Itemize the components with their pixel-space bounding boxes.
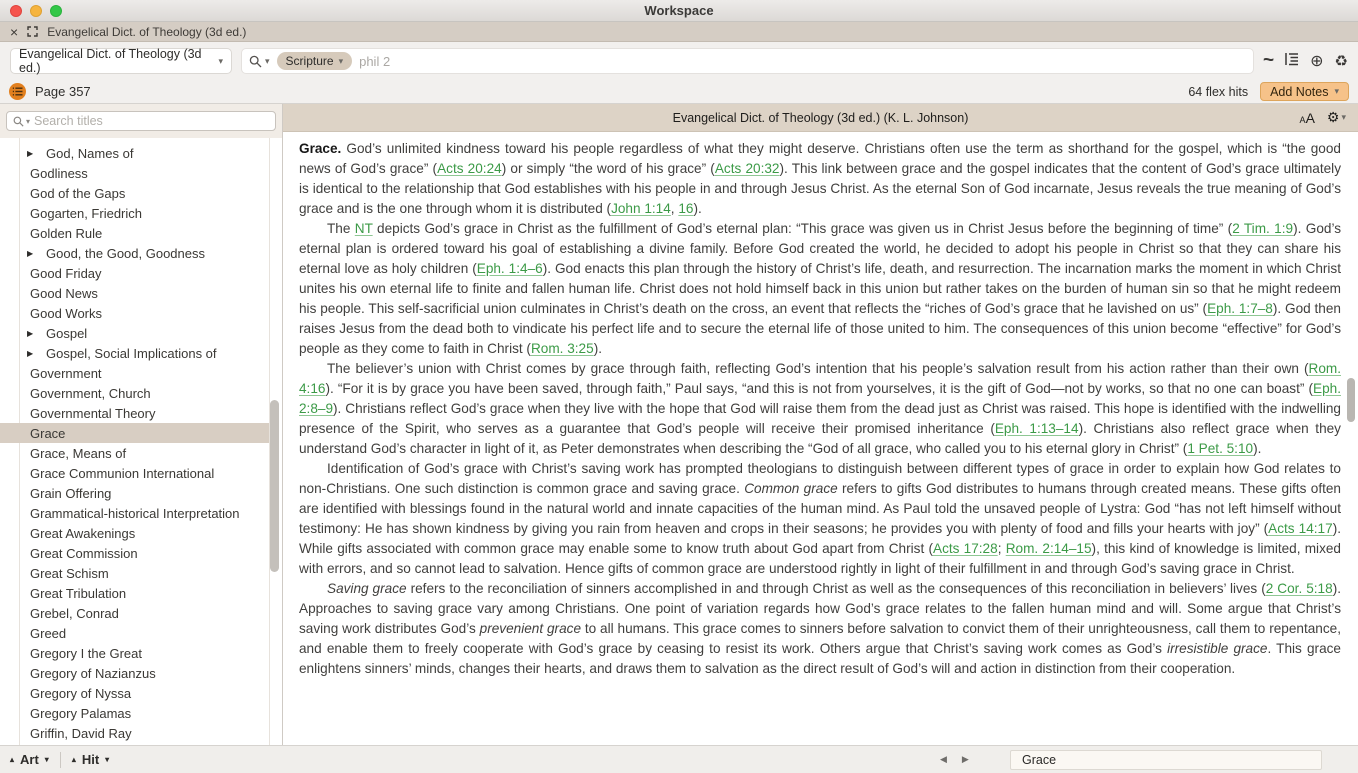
- sidebar-item-label: Grebel, Conrad: [30, 605, 119, 621]
- step-up-icon[interactable]: ▴: [10, 755, 15, 764]
- sidebar-item[interactable]: [0, 523, 269, 543]
- history-navigation: [940, 754, 969, 765]
- expand-arrow-icon[interactable]: ▶: [27, 348, 34, 358]
- resource-title: Evangelical Dict. of Theology (3d ed.) (K. L. Johnson): [672, 110, 969, 125]
- sidebar-search-input[interactable]: [6, 111, 276, 131]
- search-icon: [13, 116, 24, 127]
- search-bar[interactable]: [241, 48, 1254, 74]
- sidebar-item-label: Government: [30, 365, 102, 381]
- sidebar-search-placeholder: Search titles: [34, 114, 103, 128]
- article-text: Common grace: [744, 481, 838, 496]
- sidebar-item[interactable]: [0, 243, 269, 263]
- sidebar-item[interactable]: [0, 683, 269, 703]
- sidebar-item-label: Gogarten, Friedrich: [30, 205, 142, 221]
- tab-title[interactable]: Evangelical Dict. of Theology (3d ed.): [47, 24, 247, 39]
- step-down-icon[interactable]: ▾: [44, 755, 49, 764]
- sidebar-item-label: Gregory I the Great: [30, 645, 142, 661]
- scripture-ref-link[interactable]: Rom. 4:16: [299, 361, 1341, 396]
- scripture-ref-link[interactable]: John 1:14: [611, 201, 671, 216]
- step-up-icon[interactable]: ▴: [71, 755, 76, 764]
- sidebar-item[interactable]: [0, 283, 269, 303]
- article-paragraph: [299, 359, 1341, 459]
- scripture-ref-link[interactable]: Rom. 3:25: [530, 341, 594, 356]
- article-text: The believer’s union with Christ comes by grace through faith, reflecting God’s intention that his people’s salvation result from his action rather than their own (: [327, 361, 1309, 376]
- sidebar-item[interactable]: [0, 443, 269, 463]
- sidebar-item[interactable]: [0, 363, 269, 383]
- chevron-down-icon: ▾: [218, 55, 223, 66]
- scripture-ref-link[interactable]: Acts 20:32: [714, 161, 780, 176]
- hit-stepper-label: Hit: [81, 752, 100, 767]
- expand-arrow-icon[interactable]: ▶: [27, 148, 34, 158]
- sidebar-item-label: Gospel, Social Implications of: [46, 345, 217, 361]
- recycle-icon[interactable]: ♻: [1334, 53, 1348, 70]
- sidebar-item[interactable]: [0, 163, 269, 183]
- locator-value: Grace: [1022, 752, 1057, 767]
- article-stepper-label: Art: [20, 752, 39, 767]
- article-body: [283, 132, 1358, 745]
- article-paragraph: [299, 459, 1341, 579]
- article-text: ;: [997, 541, 1006, 556]
- sidebar-item[interactable]: [0, 503, 269, 523]
- scripture-ref-link[interactable]: 1 Pet. 5:10: [1187, 441, 1254, 456]
- article-text: ). Christians reflect God’s grace when they live with the hope that God will raise them from the dead just as Christ was raised. This hope is identified with the indwelling presence of the Spirit, who serves as a guarantee that God’s people will receive their promised inheritance (: [299, 401, 1341, 436]
- sidebar-item-label: Governmental Theory: [30, 405, 156, 421]
- sidebar-item-label: Gregory of Nazianzus: [30, 665, 156, 681]
- chevron-down-icon: ▾: [1334, 86, 1339, 96]
- article-text: refers to gifts God distributes to humans through created means. These gifts often are identified with blessings found in the natural world and innate capacities of the human mind. As Paul told the unsaved people of Lystra: God “has not left himself without testimony: He has shown kindness by giving you rain from heaven and crops in their seasons; he provides you with plenty of food and fills your hearts with joy” (: [299, 481, 1341, 536]
- sidebar-item-label: God of the Gaps: [30, 185, 126, 201]
- chevron-down-icon: ▾: [1341, 112, 1346, 122]
- article-text: God’s unlimited kindness toward his people regardless of what they might deserve. Christians often use the term as shorthand for the gospel, which is “the good news of God’s grace” (: [299, 141, 1341, 176]
- close-tab-icon[interactable]: ×: [10, 23, 19, 40]
- sidebar-item-label: Government, Church: [30, 385, 151, 401]
- sidebar-item-label: Greed: [30, 625, 67, 641]
- add-notes-button[interactable]: [1260, 82, 1349, 101]
- sidebar-item[interactable]: [0, 723, 269, 743]
- gear-icon: ⚙: [1326, 109, 1340, 125]
- sidebar-item-label: Griffin, David Ray: [30, 725, 132, 741]
- sidebar-item[interactable]: [0, 583, 269, 603]
- scripture-ref-link[interactable]: NT: [354, 221, 373, 236]
- scripture-ref-link[interactable]: Acts 17:28: [933, 541, 998, 556]
- forward-icon[interactable]: ▶: [961, 754, 969, 764]
- window-titlebar: [0, 0, 1358, 22]
- sidebar-item-label: Great Tribulation: [30, 585, 127, 601]
- article-text: Saving grace: [327, 581, 407, 596]
- add-notes-label: Add Notes: [1270, 84, 1329, 99]
- article-text: irresistible grace: [1167, 641, 1268, 656]
- body-row: [0, 104, 1358, 745]
- chevron-down-icon: ▾: [26, 116, 31, 126]
- article-text: prevenient grace: [479, 621, 581, 636]
- article-text: to all humans. This grace comes to sinners before salvation to convict them of their unrighteousness, call them to repentance, and enable them to freely cooperate with God’s grace by ceasing to resist its work. Others argue that Christ’s saving work comes as God’s: [299, 621, 1341, 656]
- article-text: ).: [593, 341, 602, 356]
- sidebar-item-label: Grace, Means of: [30, 445, 127, 461]
- article-text: Grace.: [299, 141, 342, 156]
- scripture-ref-link[interactable]: 2 Tim. 1:9: [1232, 221, 1294, 236]
- article-text: ). This link between grace and the gospel indicates that the content of God’s grace ultimately is identical to the relationship that God establishes with his people in and through Jesus Christ. As the eternal Son of God incarnate, Jesus reveals the true meaning of God’s grace and is the one through whom it is distributed (: [299, 161, 1341, 216]
- expand-arrow-icon[interactable]: ▶: [27, 328, 34, 338]
- sidebar-item[interactable]: [0, 623, 269, 643]
- article-text: ). God then raises Jesus from the dead both to vindicate his perfect life and to secure the eternal life of those united to him. The consequences of this union become “effective” for God’s people as they come to faith in Christ (: [299, 301, 1341, 356]
- resource-selector-label: Evangelical Dict. of Theology (3d ed.): [19, 47, 202, 75]
- scripture-ref-link[interactable]: Acts 20:24: [437, 161, 502, 176]
- chevron-down-icon: ▾: [265, 55, 270, 66]
- search-query-input[interactable]: phil 2: [359, 53, 391, 69]
- scripture-ref-link[interactable]: Eph. 2:8–9: [299, 381, 1341, 416]
- sidebar-item-label: Godliness: [30, 165, 88, 181]
- panel-menu-button[interactable]: [1327, 109, 1346, 126]
- article-text: The: [327, 221, 355, 236]
- sidebar-item[interactable]: [0, 703, 269, 723]
- article-text: ,: [670, 201, 679, 216]
- add-circle-icon[interactable]: ⊕: [1310, 53, 1324, 70]
- article-text: ). “For it is by grace you have been saved, through faith,” Paul says, “and this is not from yourselves, it is the gift of God—not by works, so that no one can boast” (: [325, 381, 1314, 396]
- sidebar-scrollbar-thumb[interactable]: [270, 400, 279, 572]
- scripture-ref-link[interactable]: Rom. 2:14–15: [1005, 541, 1092, 556]
- visual-filter-icon[interactable]: ~: [1263, 50, 1275, 71]
- sidebar-item[interactable]: [0, 203, 269, 223]
- article-text: . This grace enlightens sinners’ minds, changes their hearts, and draws them to salvation as the direct result of God’s will and action in distinction from their cooperation.: [299, 641, 1341, 676]
- sidebar-item[interactable]: [0, 263, 269, 283]
- sidebar-item[interactable]: [0, 563, 269, 583]
- resource-header: [283, 104, 1358, 132]
- sidebar-item-label: Great Commission: [30, 545, 138, 561]
- sidebar-title-list: [0, 138, 282, 745]
- scripture-ref-link[interactable]: 2 Cor. 5:18: [1265, 581, 1333, 596]
- sidebar-item[interactable]: [0, 143, 269, 163]
- article-text: ). God enacts this plan through the history of Christ’s life, death, and resurrection. The incarnation marks the moment in which Christ unites his own eternal life to finite and fallen human life. Christ does not hold himself back in this union but rather takes on the burden of human sin so that he might redeem his people. This self-sacrificial union culminates in Christ’s death on the cross, an event that reflects the “riches of God’s grace that he lavished on us” (: [299, 261, 1341, 316]
- search-icon: [249, 55, 262, 68]
- hit-stepper[interactable]: [72, 752, 109, 767]
- search-scope-pill[interactable]: [277, 52, 353, 70]
- sidebar-item-label: Great Schism: [30, 565, 109, 581]
- table-of-contents-button[interactable]: [9, 83, 26, 100]
- article-stepper[interactable]: [10, 752, 49, 767]
- sidebar-item-label: Grace Communion International: [30, 465, 215, 481]
- scripture-ref-link[interactable]: 16: [678, 201, 694, 216]
- sidebar-item[interactable]: [0, 323, 269, 343]
- expand-tab-icon[interactable]: [27, 26, 38, 37]
- article-text: ).: [1253, 441, 1262, 456]
- scripture-ref-link[interactable]: Eph. 1:7–8: [1207, 301, 1273, 316]
- list-icon: [12, 87, 23, 96]
- header-controls: [1300, 109, 1346, 126]
- scripture-ref-link[interactable]: Acts 14:17: [1268, 521, 1333, 536]
- article-text: ). God’s eternal plan is ordered toward his goal of establishing a divine family. Before God created the world, he decided to adopt his people in Christ so that they can share his eternal love as holy children (: [299, 221, 1342, 276]
- article-text: ) or simply “the word of his grace” (: [501, 161, 715, 176]
- back-icon[interactable]: ◀: [940, 754, 947, 764]
- titles-sidebar: [0, 104, 283, 745]
- sidebar-item-label: Grace: [30, 425, 66, 441]
- toolbar: [0, 42, 1358, 80]
- expand-arrow-icon[interactable]: ▶: [27, 248, 34, 258]
- step-down-icon[interactable]: ▾: [105, 755, 110, 764]
- sidebar-item-label: Gregory Palamas: [30, 705, 132, 721]
- sidebar-item-label: Good News: [30, 285, 98, 301]
- sidebar-item[interactable]: [0, 383, 269, 403]
- sidebar-item-label: Grain Offering: [30, 485, 112, 501]
- window-title: Workspace: [644, 3, 714, 18]
- sidebar-item[interactable]: [0, 663, 269, 683]
- outline-icon[interactable]: [1285, 52, 1299, 71]
- scripture-ref-link[interactable]: Eph. 1:13–14: [994, 421, 1079, 436]
- sidebar-item-label: God, Names of: [46, 145, 134, 161]
- sidebar-item-label: Good Friday: [30, 265, 102, 281]
- sidebar-item-label: Good, the Good, Goodness: [46, 245, 205, 261]
- article-paragraph: [299, 139, 1341, 219]
- sidebar-item[interactable]: [0, 643, 269, 663]
- flex-hits-count: 64 flex hits: [1188, 84, 1249, 99]
- sidebar-item[interactable]: [0, 463, 269, 483]
- sidebar-item[interactable]: [0, 183, 269, 203]
- article-text: ). Christians also reflect grace when they understand God’s character in light of it, as Peter demonstrates when describing the “God of all grace, who called you to his eternal glory in Christ” (: [299, 421, 1341, 456]
- sidebar-item[interactable]: [0, 423, 269, 443]
- sidebar-item[interactable]: [0, 403, 269, 423]
- article-text: depicts God’s grace in Christ as the fulfillment of God’s eternal plan: “This grace was given us in Christ Jesus before the beginning of time” (: [372, 221, 1233, 236]
- toolbar-right-icons: [1263, 51, 1348, 71]
- footer-bar: [0, 745, 1358, 773]
- article-text: ). Approaches to saving grace vary among Christians. One point of variation regards how God’s grace relates to the fallen human mind and will. Some argue that Christ’s saving work distributes God’s: [299, 581, 1341, 636]
- resource-selector[interactable]: [10, 48, 232, 74]
- sidebar-item-label: Gospel: [46, 325, 88, 341]
- search-type-button[interactable]: [249, 55, 270, 68]
- sidebar-item-label: Great Awakenings: [30, 525, 136, 541]
- sidebar-item-label: Good Works: [30, 305, 103, 321]
- sidebar-item[interactable]: [0, 223, 269, 243]
- sidebar-item[interactable]: [0, 603, 269, 623]
- locator-field[interactable]: [1010, 750, 1322, 770]
- reading-pane-scrollbar-thumb[interactable]: [1347, 378, 1355, 422]
- article-text: ).: [693, 201, 702, 216]
- sidebar-item-label: Golden Rule: [30, 225, 103, 241]
- tab-strip: [0, 22, 1358, 42]
- article-text: Identification of God’s grace with Christ’s saving work has prompted theologians to distinguish between different types of grace in order to explain how God relates to non-Christians. One such distinction is common grace and saving grace.: [299, 461, 1341, 496]
- sidebar-item[interactable]: [0, 343, 269, 363]
- text-size-icon[interactable]: A A: [1299, 109, 1315, 126]
- page-indicator[interactable]: Page 357: [35, 84, 91, 99]
- info-bar: [0, 80, 1358, 104]
- article-paragraph: [299, 579, 1341, 679]
- search-scope-label: Scripture: [285, 54, 334, 68]
- sidebar-item[interactable]: [0, 483, 269, 503]
- article-paragraph: [299, 219, 1341, 359]
- scripture-ref-link[interactable]: Eph. 1:4–6: [476, 261, 543, 276]
- sidebar-search-area: [0, 104, 282, 138]
- reading-pane: [283, 104, 1358, 745]
- sidebar-item[interactable]: [0, 543, 269, 563]
- article-text: ), this kind of knowledge is limited, mixed with errors, and so cannot lead to salvation. Hence gifts of common grace are understood rightly in light of their fulfillment in and through God’s saving grace in Christ.: [299, 541, 1341, 576]
- divider: [60, 752, 61, 768]
- sidebar-item-label: Grammatical-historical Interpretation: [30, 505, 240, 521]
- article-text: refers to the reconciliation of sinners accomplished in and through Christ as well as the consequences of this reconciliation in believers’ lives (: [406, 581, 1266, 596]
- chevron-down-icon: ▾: [338, 55, 344, 66]
- sidebar-item-label: Gregory of Nyssa: [30, 685, 132, 701]
- article-text: ). While gifts associated with common grace may enable some to know truth about God apart from Christ (: [299, 521, 1341, 556]
- sidebar-item[interactable]: [0, 303, 269, 323]
